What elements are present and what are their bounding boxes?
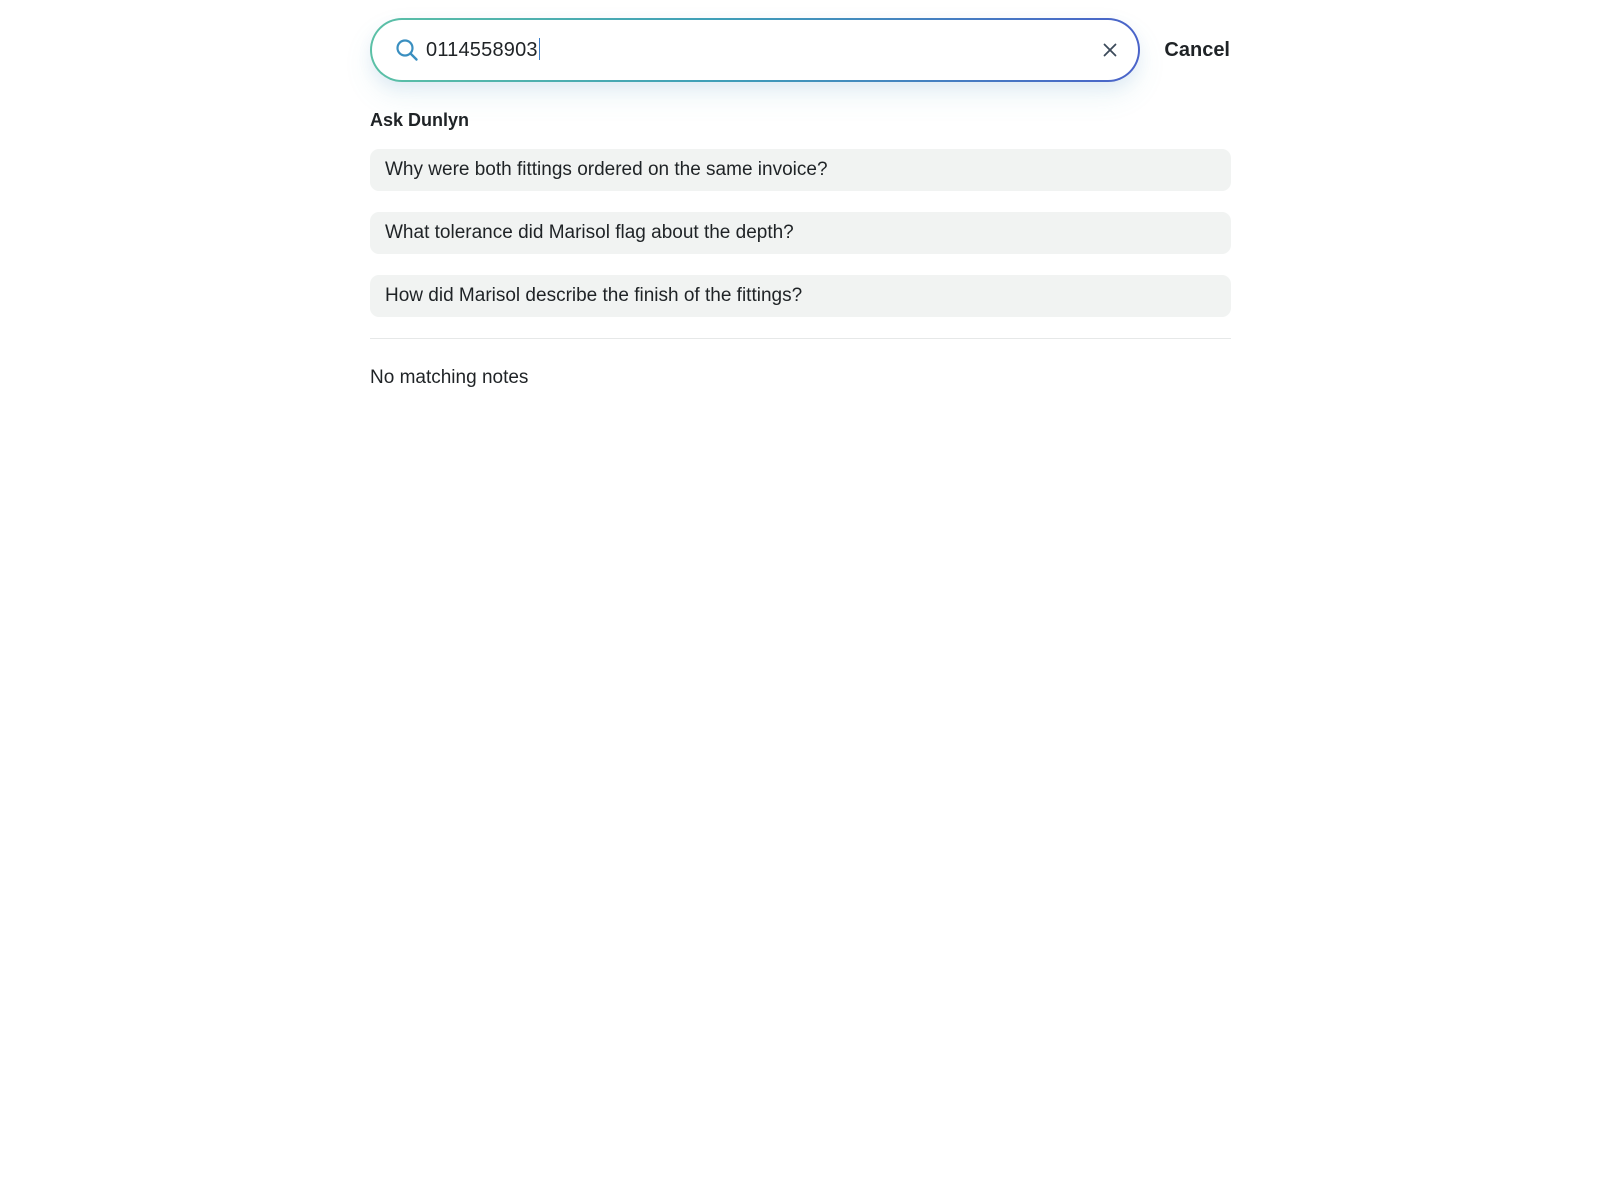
cancel-button[interactable]: Cancel xyxy=(1164,38,1230,61)
divider xyxy=(370,338,1231,339)
suggestion-item[interactable]: What tolerance did Marisol flag about the depth? xyxy=(370,212,1231,254)
suggestion-item[interactable]: Why were both fittings ordered on the same invoice? xyxy=(370,149,1231,191)
text-caret xyxy=(539,38,541,60)
search-panel xyxy=(370,18,1230,389)
empty-results-message: No matching notes xyxy=(370,367,529,388)
search-input[interactable] xyxy=(426,39,1100,62)
suggestion-list xyxy=(370,149,1230,317)
search-row xyxy=(370,18,1230,82)
search-field[interactable] xyxy=(370,18,1140,82)
search-input-value: 0114558903 xyxy=(426,38,538,61)
search-input-wrapper[interactable] xyxy=(372,20,1138,80)
suggestion-item[interactable]: How did Marisol describe the finish of the fittings? xyxy=(370,275,1231,317)
search-icon xyxy=(394,37,420,63)
close-icon[interactable] xyxy=(1100,40,1120,60)
ask-section-title: Ask Dunlyn xyxy=(370,110,470,130)
